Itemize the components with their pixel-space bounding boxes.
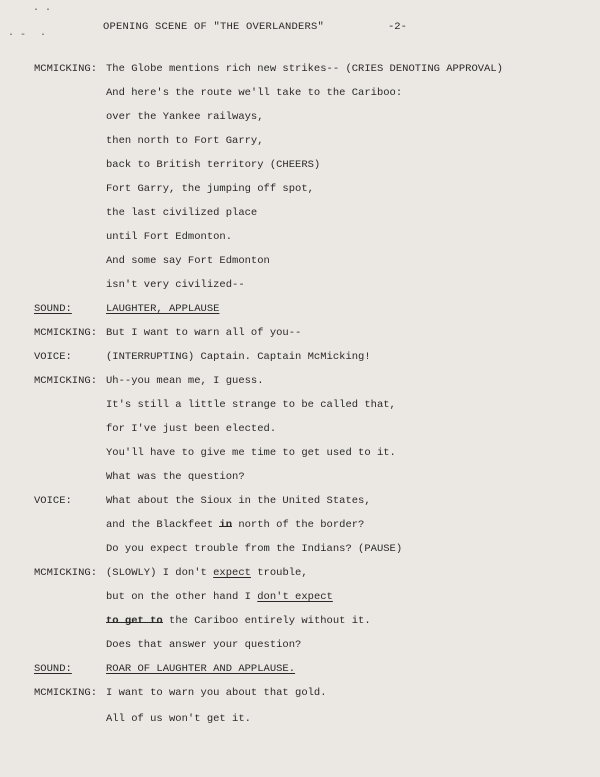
dialogue-line: But I want to warn all of you-- <box>106 327 302 339</box>
line-text: the Cariboo entirely without it. <box>162 615 371 627</box>
line-text: but on the other hand I <box>106 591 258 603</box>
dialogue-line <box>106 519 364 531</box>
ink-speck: · <box>40 30 47 41</box>
dialogue-line: What was the question? <box>106 471 245 483</box>
speaker-label: MCMICKING: <box>34 327 98 339</box>
struck-word: in <box>219 519 233 531</box>
ink-speck: · · <box>33 5 52 16</box>
dialogue-line: And here's the route we'll take to the Cariboo: <box>106 87 403 99</box>
sound-cue: ROAR OF LAUGHTER AND APPLAUSE. <box>106 663 296 675</box>
sound-cue: LAUGHTER, APPLAUSE <box>106 303 220 315</box>
page-number: -2- <box>388 21 407 33</box>
dialogue-line: isn't very civilized-- <box>106 279 245 291</box>
dialogue-line: Fort Garry, the jumping off spot, <box>106 183 314 195</box>
page-header-title: OPENING SCENE OF "THE OVERLANDERS" <box>103 21 325 33</box>
dialogue-line: All of us won't get it. <box>106 713 251 725</box>
dialogue-line: for I've just been elected. <box>106 423 277 435</box>
dialogue-line: You'll have to give me time to get used to it. <box>106 447 396 459</box>
speaker-label: VOICE: <box>34 495 72 507</box>
dialogue-line: over the Yankee railways, <box>106 111 264 123</box>
dialogue-line: Uh--you mean me, I guess. <box>106 375 264 387</box>
speaker-label: MCMICKING: <box>34 375 98 387</box>
speaker-label: MCMICKING: <box>34 687 98 699</box>
dialogue-line <box>106 567 308 579</box>
speaker-label: VOICE: <box>34 351 72 363</box>
dialogue-line: back to British territory (CHEERS) <box>106 159 321 171</box>
line-text: (SLOWLY) I don't <box>106 567 214 579</box>
dialogue-line: Does that answer your question? <box>106 639 302 651</box>
dialogue-line: And some say Fort Edmonton <box>106 255 270 267</box>
speaker-label: MCMICKING: <box>34 63 98 75</box>
ink-speck: · - <box>8 30 27 41</box>
dialogue-line: The Globe mentions rich new strikes-- (CRIES DENOTING APPROVAL) <box>106 63 503 75</box>
dialogue-line: Do you expect trouble from the Indians? (PAUSE) <box>106 543 403 555</box>
struck-phrase: to get to <box>106 615 163 627</box>
underlined-phrase: don't expect <box>257 591 333 603</box>
speaker-label: MCMICKING: <box>34 567 98 579</box>
dialogue-line: the last civilized place <box>106 207 258 219</box>
dialogue-line: I want to warn you about that gold. <box>106 687 327 699</box>
dialogue-line: until Fort Edmonton. <box>106 231 233 243</box>
speaker-label: SOUND: <box>34 303 72 315</box>
dialogue-line: then north to Fort Garry, <box>106 135 264 147</box>
dialogue-line: What about the Sioux in the United States, <box>106 495 371 507</box>
line-text: trouble, <box>250 567 308 579</box>
dialogue-line <box>106 615 371 627</box>
dialogue-line <box>106 591 333 603</box>
underlined-word: expect <box>213 567 251 579</box>
dialogue-line: It's still a little strange to be called that, <box>106 399 396 411</box>
line-text: north of the border? <box>232 519 365 531</box>
dialogue-line: (INTERRUPTING) Captain. Captain McMicking! <box>106 351 371 363</box>
line-text: and the Blackfeet <box>106 519 220 531</box>
speaker-label: SOUND: <box>34 663 72 675</box>
